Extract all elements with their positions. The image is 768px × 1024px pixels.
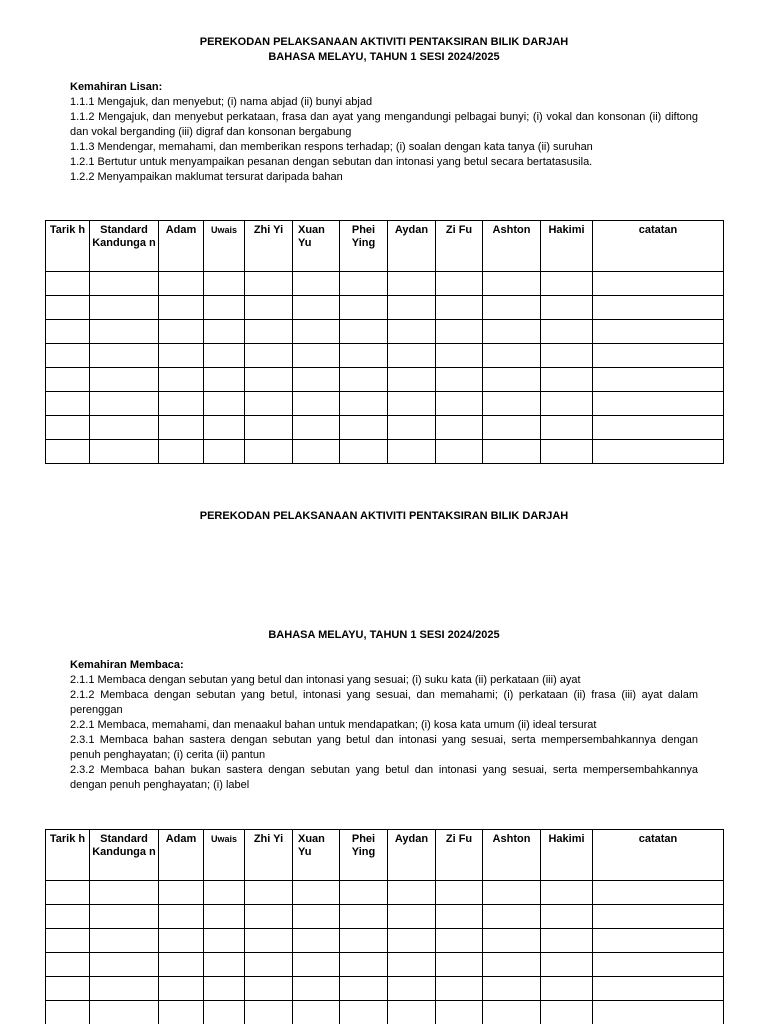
section2-skill-item: 2.3.1 Membaca bahan sastera dengan sebutan yang betul dan intonasi yang sesuai, serta mempersembahkannya dengan penuh penghayatan; (i) cerita (ii) pantun xyxy=(70,734,698,761)
table-cell[interactable] xyxy=(436,368,483,392)
column-header: Hakimi xyxy=(541,830,593,881)
table-cell[interactable] xyxy=(483,296,541,320)
table-cell[interactable] xyxy=(340,440,388,464)
table-cell[interactable] xyxy=(245,320,293,344)
table-cell[interactable] xyxy=(204,344,245,368)
table-cell[interactable] xyxy=(204,368,245,392)
table-cell[interactable] xyxy=(388,296,436,320)
table-cell[interactable] xyxy=(593,881,724,905)
table-cell[interactable] xyxy=(340,416,388,440)
table-cell[interactable] xyxy=(204,296,245,320)
table-cell[interactable] xyxy=(541,392,593,416)
table-row xyxy=(46,392,724,416)
table-row xyxy=(46,905,724,929)
table-cell[interactable] xyxy=(245,905,293,929)
table-cell[interactable] xyxy=(293,392,340,416)
table-cell[interactable] xyxy=(204,392,245,416)
column-header: Ashton xyxy=(483,830,541,881)
table-row xyxy=(46,296,724,320)
table-cell[interactable] xyxy=(340,905,388,929)
section2-skill-item: 2.2.1 Membaca, memahami, dan menaakul bahan untuk mendapatkan; (i) kosa kata umum (ii) ideal tersurat xyxy=(70,719,597,731)
table-cell[interactable] xyxy=(159,368,204,392)
table-cell[interactable] xyxy=(90,440,159,464)
table-cell[interactable] xyxy=(541,881,593,905)
table-cell[interactable] xyxy=(46,953,90,977)
table-cell[interactable] xyxy=(483,416,541,440)
table-row xyxy=(46,272,724,296)
section1-title-line2: BAHASA MELAYU, TAHUN 1 SESI 2024/2025 xyxy=(268,51,500,63)
column-header: Tarik h xyxy=(46,830,90,881)
table-cell[interactable] xyxy=(388,953,436,977)
table-cell[interactable] xyxy=(436,953,483,977)
table-cell[interactable] xyxy=(388,320,436,344)
table-cell[interactable] xyxy=(293,272,340,296)
table-cell[interactable] xyxy=(204,320,245,344)
column-header: Phei Ying xyxy=(340,830,388,881)
column-header: Zi Fu xyxy=(436,221,483,272)
section2-skills xyxy=(70,658,698,793)
table-cell[interactable] xyxy=(159,416,204,440)
table-cell[interactable] xyxy=(541,953,593,977)
table-cell[interactable] xyxy=(90,881,159,905)
table-cell[interactable] xyxy=(159,953,204,977)
table-cell[interactable] xyxy=(293,905,340,929)
table-cell[interactable] xyxy=(593,272,724,296)
column-header: Adam xyxy=(159,221,204,272)
table-cell[interactable] xyxy=(159,1001,204,1024)
table-cell[interactable] xyxy=(483,881,541,905)
table-cell[interactable] xyxy=(293,929,340,953)
table-cell[interactable] xyxy=(593,905,724,929)
table-row xyxy=(46,929,724,953)
table-row xyxy=(46,977,724,1001)
table-cell[interactable] xyxy=(159,272,204,296)
table-cell[interactable] xyxy=(293,440,340,464)
table-cell[interactable] xyxy=(204,416,245,440)
table-cell[interactable] xyxy=(159,881,204,905)
table-cell[interactable] xyxy=(541,1001,593,1024)
table-cell[interactable] xyxy=(483,344,541,368)
table-header-row xyxy=(46,830,724,881)
table-cell[interactable] xyxy=(483,953,541,977)
table-cell[interactable] xyxy=(483,392,541,416)
section2-assessment-table xyxy=(45,829,724,1024)
table-cell[interactable] xyxy=(46,320,90,344)
table-cell[interactable] xyxy=(388,881,436,905)
column-header: catatan xyxy=(593,830,724,881)
column-header: Zi Fu xyxy=(436,830,483,881)
table-cell[interactable] xyxy=(483,320,541,344)
section2-skill-item: 2.1.1 Membaca dengan sebutan yang betul dan intonasi yang sesuai; (i) suku kata (ii) perkataan (iii) ayat xyxy=(70,674,581,686)
table-cell[interactable] xyxy=(541,929,593,953)
table-cell[interactable] xyxy=(541,296,593,320)
table-cell[interactable] xyxy=(46,977,90,1001)
column-header: Xuan Yu xyxy=(293,830,340,881)
table-cell[interactable] xyxy=(593,929,724,953)
table-cell[interactable] xyxy=(293,881,340,905)
table-cell[interactable] xyxy=(204,440,245,464)
table-cell[interactable] xyxy=(436,929,483,953)
table-cell[interactable] xyxy=(541,320,593,344)
table-cell[interactable] xyxy=(388,440,436,464)
table-cell[interactable] xyxy=(593,440,724,464)
table-row xyxy=(46,953,724,977)
table-cell[interactable] xyxy=(436,272,483,296)
table-cell[interactable] xyxy=(340,296,388,320)
table-cell[interactable] xyxy=(245,296,293,320)
section1-skill-item: 1.1.1 Mengajuk, dan menyebut; (i) nama abjad (ii) bunyi abjad xyxy=(70,96,373,108)
table-cell[interactable] xyxy=(593,392,724,416)
table-cell[interactable] xyxy=(541,440,593,464)
table-cell[interactable] xyxy=(90,1001,159,1024)
column-header: Uwais xyxy=(204,830,245,881)
table-cell[interactable] xyxy=(204,905,245,929)
section1-title-line1: PEREKODAN PELAKSANAAN AKTIVITI PENTAKSIRAN BILIK DARJAH xyxy=(199,36,569,48)
table-cell[interactable] xyxy=(46,416,90,440)
table-cell[interactable] xyxy=(90,392,159,416)
table-cell[interactable] xyxy=(388,368,436,392)
table-cell[interactable] xyxy=(340,881,388,905)
table-cell[interactable] xyxy=(293,344,340,368)
table-cell[interactable] xyxy=(90,953,159,977)
table-cell[interactable] xyxy=(340,368,388,392)
section1-skill-item: 1.2.2 Menyampaikan maklumat tersurat daripada bahan xyxy=(70,171,343,183)
table-cell[interactable] xyxy=(541,272,593,296)
table-cell[interactable] xyxy=(436,296,483,320)
table-cell[interactable] xyxy=(388,416,436,440)
table-cell[interactable] xyxy=(46,392,90,416)
column-header: Adam xyxy=(159,830,204,881)
section2-title-line2: BAHASA MELAYU, TAHUN 1 SESI 2024/2025 xyxy=(268,629,500,641)
table-cell[interactable] xyxy=(90,368,159,392)
table-cell[interactable] xyxy=(340,320,388,344)
table-cell[interactable] xyxy=(593,368,724,392)
table-row xyxy=(46,368,724,392)
table-cell[interactable] xyxy=(436,344,483,368)
table-cell[interactable] xyxy=(204,881,245,905)
table-cell[interactable] xyxy=(204,953,245,977)
column-header: Zhi Yi xyxy=(245,830,293,881)
table-cell[interactable] xyxy=(340,929,388,953)
table-cell[interactable] xyxy=(436,977,483,1001)
table-cell[interactable] xyxy=(593,953,724,977)
table-cell[interactable] xyxy=(90,929,159,953)
table-row xyxy=(46,416,724,440)
table-cell[interactable] xyxy=(483,977,541,1001)
table-cell[interactable] xyxy=(593,977,724,1001)
table-cell[interactable] xyxy=(340,953,388,977)
section1-skill-item: 1.1.3 Mendengar, memahami, dan memberikan respons terhadap; (i) soalan dengan kata tanya (ii) suruhan xyxy=(70,141,593,153)
column-header: Zhi Yi xyxy=(245,221,293,272)
table-cell[interactable] xyxy=(245,953,293,977)
table-cell[interactable] xyxy=(293,416,340,440)
table-cell[interactable] xyxy=(483,905,541,929)
column-header: Standard Kandunga n xyxy=(90,221,159,272)
table-cell[interactable] xyxy=(159,905,204,929)
table-cell[interactable] xyxy=(90,272,159,296)
table-cell[interactable] xyxy=(593,344,724,368)
table-cell[interactable] xyxy=(293,296,340,320)
column-header: Standard Kandunga n xyxy=(90,830,159,881)
table-cell[interactable] xyxy=(388,929,436,953)
table-cell[interactable] xyxy=(293,953,340,977)
table-row xyxy=(46,440,724,464)
table-cell[interactable] xyxy=(46,881,90,905)
table-row xyxy=(46,320,724,344)
table-cell[interactable] xyxy=(245,416,293,440)
section1-skills xyxy=(70,80,698,185)
table-cell[interactable] xyxy=(483,272,541,296)
column-header: Phei Ying xyxy=(340,221,388,272)
column-header: Hakimi xyxy=(541,221,593,272)
column-header: Aydan xyxy=(388,830,436,881)
table-cell[interactable] xyxy=(593,416,724,440)
table-cell[interactable] xyxy=(90,296,159,320)
table-cell[interactable] xyxy=(436,320,483,344)
section1-assessment-table xyxy=(45,220,724,464)
column-header: Uwais xyxy=(204,221,245,272)
table-cell[interactable] xyxy=(541,905,593,929)
table-cell[interactable] xyxy=(483,440,541,464)
column-header: catatan xyxy=(593,221,724,272)
table-cell[interactable] xyxy=(593,296,724,320)
table-header-row xyxy=(46,221,724,272)
table-cell[interactable] xyxy=(593,1001,724,1024)
section2-skills-heading: Kemahiran Membaca: xyxy=(70,659,184,671)
table-cell[interactable] xyxy=(340,977,388,1001)
table-cell[interactable] xyxy=(245,368,293,392)
table-cell[interactable] xyxy=(90,344,159,368)
section2-skill-item: 2.1.2 Membaca dengan sebutan yang betul, intonasi yang sesuai, dan memahami; (i) perkataan (ii) frasa (iii) ayat dalam perenggan xyxy=(70,689,698,716)
table-cell[interactable] xyxy=(245,440,293,464)
table-cell[interactable] xyxy=(483,929,541,953)
table-cell[interactable] xyxy=(46,905,90,929)
table-row xyxy=(46,1001,724,1024)
table-cell[interactable] xyxy=(340,272,388,296)
table-cell[interactable] xyxy=(593,320,724,344)
table-cell[interactable] xyxy=(204,977,245,1001)
table-cell[interactable] xyxy=(293,368,340,392)
table-cell[interactable] xyxy=(245,344,293,368)
table-cell[interactable] xyxy=(204,1001,245,1024)
table-cell[interactable] xyxy=(46,272,90,296)
table-cell[interactable] xyxy=(46,440,90,464)
table-cell[interactable] xyxy=(159,296,204,320)
table-cell[interactable] xyxy=(245,881,293,905)
column-header: Ashton xyxy=(483,221,541,272)
table-cell[interactable] xyxy=(541,368,593,392)
section1-skills-heading: Kemahiran Lisan: xyxy=(70,81,163,93)
table-cell[interactable] xyxy=(388,1001,436,1024)
section2-title-line1: PEREKODAN PELAKSANAAN AKTIVITI PENTAKSIRAN BILIK DARJAH xyxy=(199,510,569,522)
table-cell[interactable] xyxy=(90,905,159,929)
table-cell[interactable] xyxy=(90,416,159,440)
table-cell[interactable] xyxy=(159,929,204,953)
table-cell[interactable] xyxy=(388,977,436,1001)
table-cell[interactable] xyxy=(293,1001,340,1024)
table-cell[interactable] xyxy=(388,905,436,929)
table-cell[interactable] xyxy=(436,440,483,464)
table-cell[interactable] xyxy=(159,977,204,1001)
section2-skill-item: 2.3.2 Membaca bahan bukan sastera dengan sebutan yang betul dan intonasi yang sesuai, serta mempersembahkannya dengan penuh penghayatan; (i) label xyxy=(70,764,698,791)
table-cell[interactable] xyxy=(46,929,90,953)
column-header: Tarik h xyxy=(46,221,90,272)
table-cell[interactable] xyxy=(245,977,293,1001)
table-cell[interactable] xyxy=(159,344,204,368)
table-cell[interactable] xyxy=(90,320,159,344)
column-header: Xuan Yu xyxy=(293,221,340,272)
table-cell[interactable] xyxy=(245,1001,293,1024)
table-cell[interactable] xyxy=(388,392,436,416)
section1-skill-item: 1.1.2 Mengajuk, dan menyebut perkataan, frasa dan ayat yang mengandungi pelbagai bunyi; (i) vokal dan konsonan (ii) diftong dan vokal berganding (iii) digraf dan konsonan bergabung xyxy=(70,111,698,138)
table-cell[interactable] xyxy=(436,392,483,416)
table-cell[interactable] xyxy=(483,368,541,392)
table-cell[interactable] xyxy=(204,272,245,296)
table-cell[interactable] xyxy=(90,977,159,1001)
table-cell[interactable] xyxy=(46,344,90,368)
column-header: Aydan xyxy=(388,221,436,272)
table-cell[interactable] xyxy=(340,392,388,416)
table-cell[interactable] xyxy=(483,1001,541,1024)
table-cell[interactable] xyxy=(245,929,293,953)
table-cell[interactable] xyxy=(245,392,293,416)
table-cell[interactable] xyxy=(541,416,593,440)
table-row xyxy=(46,344,724,368)
table-cell[interactable] xyxy=(388,344,436,368)
section1-skill-item: 1.2.1 Bertutur untuk menyampaikan pesanan dengan sebutan dan intonasi yang betul secara bertatasusila. xyxy=(70,156,593,168)
table-cell[interactable] xyxy=(46,368,90,392)
table-cell[interactable] xyxy=(340,344,388,368)
table-cell[interactable] xyxy=(436,905,483,929)
table-cell[interactable] xyxy=(541,977,593,1001)
table-cell[interactable] xyxy=(293,320,340,344)
table-cell[interactable] xyxy=(340,1001,388,1024)
table-cell[interactable] xyxy=(245,272,293,296)
table-cell[interactable] xyxy=(436,1001,483,1024)
table-cell[interactable] xyxy=(159,440,204,464)
table-cell[interactable] xyxy=(388,272,436,296)
table-cell[interactable] xyxy=(159,392,204,416)
section2-table-clip xyxy=(0,829,768,1024)
table-cell[interactable] xyxy=(436,416,483,440)
table-cell[interactable] xyxy=(46,1001,90,1024)
table-cell[interactable] xyxy=(541,344,593,368)
table-row xyxy=(46,881,724,905)
table-cell[interactable] xyxy=(204,929,245,953)
table-cell[interactable] xyxy=(159,320,204,344)
table-cell[interactable] xyxy=(293,977,340,1001)
table-cell[interactable] xyxy=(46,296,90,320)
table-cell[interactable] xyxy=(436,881,483,905)
